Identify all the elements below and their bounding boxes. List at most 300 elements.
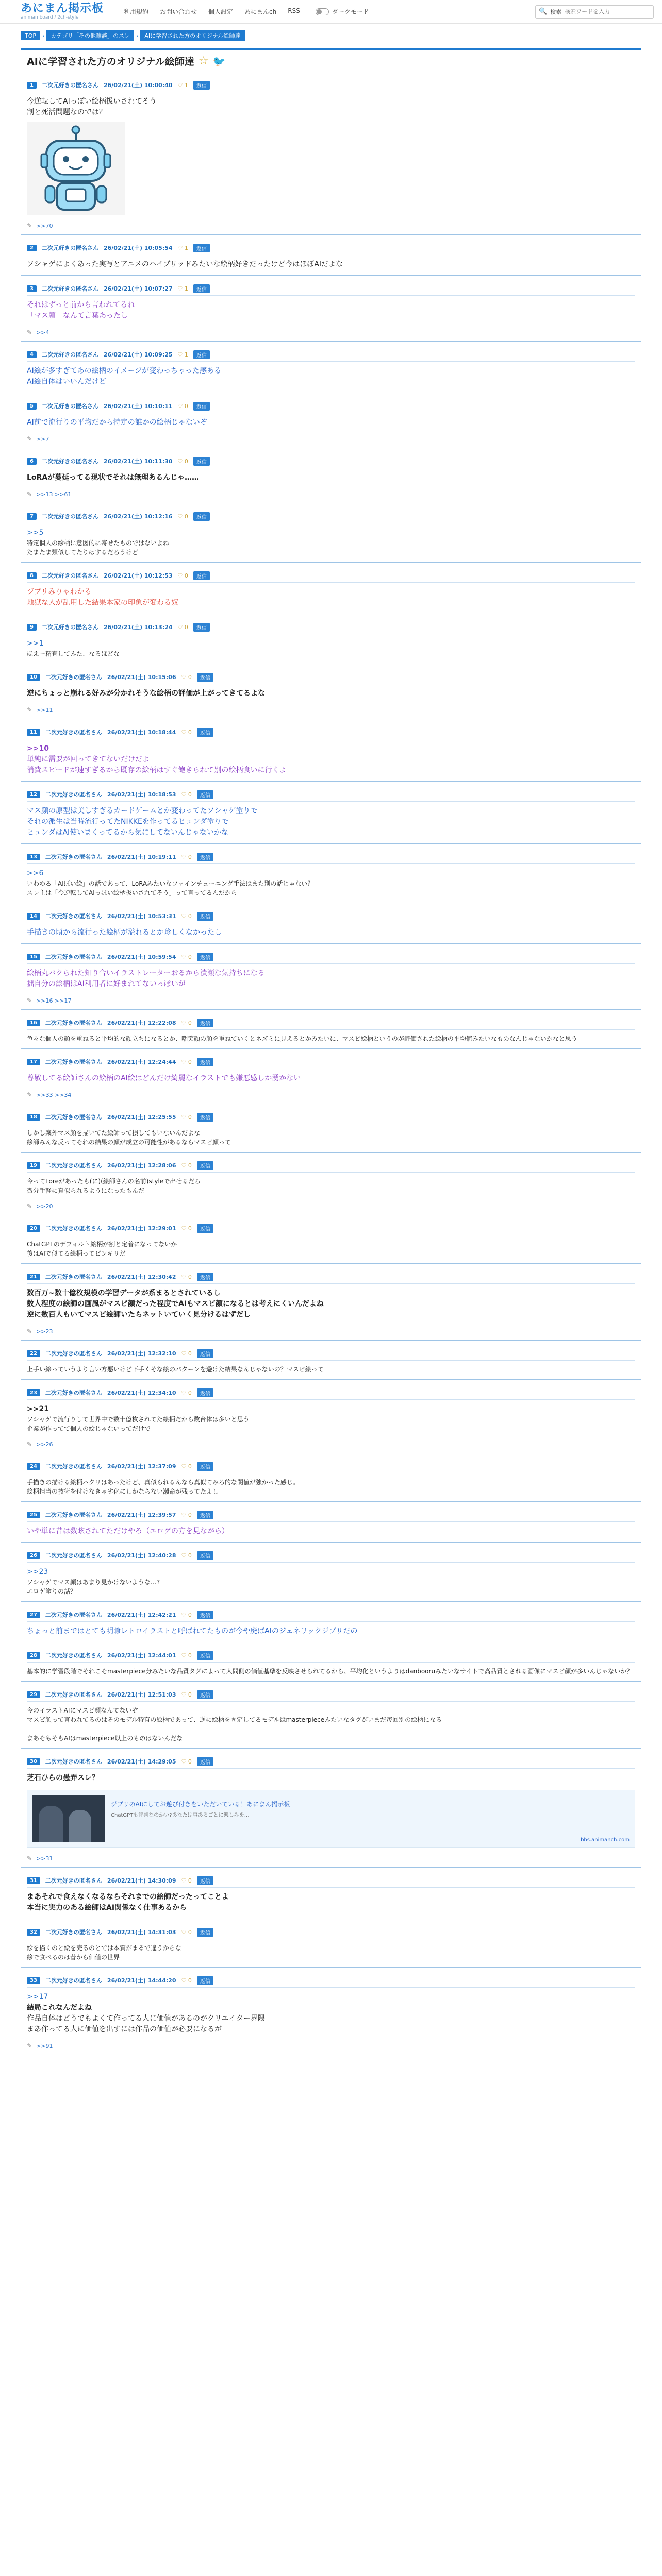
post-date: 26/02/21(土) 10:59:54 xyxy=(107,954,176,960)
like-counter[interactable]: ♡ 1 xyxy=(177,285,188,292)
post-header xyxy=(27,1926,635,1938)
reply-button[interactable]: 返信 xyxy=(197,1349,213,1358)
post-divider xyxy=(27,361,635,362)
reply-button[interactable]: 返信 xyxy=(197,1551,213,1560)
post-number[interactable]: 8 xyxy=(27,572,37,579)
post-divider xyxy=(27,1029,635,1030)
post-author: 二次元好きの匿名さん xyxy=(45,1877,102,1884)
like-counter[interactable]: ♡ 0 xyxy=(181,1058,192,1065)
reply-button[interactable]: 返信 xyxy=(197,1019,213,1027)
like-counter[interactable]: ♡ 0 xyxy=(181,1350,192,1357)
like-counter[interactable]: ♡ 0 xyxy=(181,1652,192,1659)
post-date: 26/02/21(土) 14:29:05 xyxy=(107,1758,176,1765)
reply-button[interactable]: 返信 xyxy=(197,1611,213,1619)
breadcrumb-thread[interactable]: AIに学習された方のオリジナル絵師達 xyxy=(140,30,244,41)
reply-count-icon: ✎ xyxy=(27,1091,32,1098)
post-number[interactable]: 2 xyxy=(27,245,37,251)
post-body xyxy=(27,968,635,990)
like-counter[interactable]: ♡ 1 xyxy=(177,244,188,251)
post-text-line: まあそもそもAIはmasterpiece以上のものはないんだな xyxy=(27,1735,183,1742)
post-author: 二次元好きの匿名さん xyxy=(41,403,98,410)
post-body xyxy=(27,528,635,557)
reply-count-icon: ✎ xyxy=(27,1440,32,1448)
post-number[interactable]: 12 xyxy=(27,791,40,798)
post-header xyxy=(27,1111,635,1123)
nav-animanch[interactable]: あにまんch xyxy=(244,8,277,15)
post xyxy=(21,1160,641,1215)
post-body xyxy=(27,1288,635,1320)
toggle-track[interactable] xyxy=(316,8,329,15)
post-footer xyxy=(27,222,635,229)
post-divider xyxy=(27,582,635,583)
post-date: 26/02/21(土) 12:25:55 xyxy=(107,1114,176,1121)
post-author: 二次元好きの匿名さん xyxy=(45,1389,102,1396)
reply-button[interactable]: 返信 xyxy=(197,1876,213,1885)
toggle-knob xyxy=(317,9,322,14)
post-text-line: 芝石ひらの愚弄スレ？ xyxy=(27,1774,99,1782)
post-number[interactable]: 30 xyxy=(27,1758,40,1765)
reply-button[interactable]: 返信 xyxy=(193,457,210,466)
post-number[interactable]: 17 xyxy=(27,1059,40,1065)
reply-button[interactable]: 返信 xyxy=(197,1058,213,1066)
like-counter[interactable]: ♡ 0 xyxy=(181,1691,192,1698)
post-text-line: ChatGPTのデフォルト絵柄が割と定着になってないか xyxy=(27,1241,177,1248)
breadcrumb-separator: › xyxy=(42,32,45,39)
breadcrumb-separator: › xyxy=(136,32,139,39)
post-body xyxy=(27,638,635,658)
post-text-line: 今ってLoreがあったも(に)(絵師さんの名前)styleで出せるだろ xyxy=(27,1178,201,1185)
dark-mode-label: ダークモード xyxy=(332,8,369,15)
post-text-line: 企業が作ってて個人の絵じゃないってだけで xyxy=(27,1425,151,1432)
post-date: 26/02/21(土) 12:40:28 xyxy=(107,1552,176,1559)
post-number[interactable]: 28 xyxy=(27,1652,40,1659)
reply-button[interactable]: 返信 xyxy=(197,1511,213,1519)
reply-anchor-link[interactable]: >>5 xyxy=(27,529,44,537)
post-author: 二次元好きの匿名さん xyxy=(45,1652,102,1659)
page-title: AIに学習された方のオリジナル絵師達 xyxy=(27,56,194,67)
reply-count-icon: ✎ xyxy=(27,1328,32,1335)
post xyxy=(21,79,641,235)
post-body xyxy=(27,259,635,270)
post-author: 二次元好きの匿名さん xyxy=(45,729,102,736)
like-counter[interactable]: ♡ 0 xyxy=(177,457,188,465)
post-header xyxy=(27,79,635,91)
post-text-line: 後はAIで似てる絵柄ってピンキリだ xyxy=(27,1250,126,1257)
post-header xyxy=(27,1756,635,1767)
post-body xyxy=(27,1478,635,1496)
post-date: 26/02/21(土) 12:34:10 xyxy=(107,1389,176,1396)
like-counter[interactable]: ♡ 0 xyxy=(181,1928,192,1936)
post-body xyxy=(27,743,635,776)
back-reference-links[interactable]: >>33 >>34 xyxy=(36,1091,72,1098)
reply-button[interactable]: 返信 xyxy=(197,1976,213,1985)
post-footer xyxy=(27,706,635,714)
reply-count-icon: ✎ xyxy=(27,222,32,229)
post-number[interactable]: 1 xyxy=(27,82,37,89)
reply-button[interactable]: 返信 xyxy=(197,1113,213,1122)
like-counter[interactable]: ♡ 0 xyxy=(181,1463,192,1470)
search-icon[interactable]: 🔍 xyxy=(539,8,548,15)
thread-title-bar xyxy=(21,48,641,72)
post xyxy=(21,349,641,393)
reply-button[interactable]: 返信 xyxy=(197,790,213,799)
post-number[interactable]: 32 xyxy=(27,1929,40,1936)
post-author: 二次元好きの匿名さん xyxy=(45,1225,102,1232)
post-body xyxy=(27,927,635,938)
post-number[interactable]: 25 xyxy=(27,1512,40,1518)
post-body xyxy=(27,1773,635,1784)
like-counter[interactable]: ♡ 0 xyxy=(181,728,192,736)
post-number[interactable]: 3 xyxy=(27,285,37,292)
reply-count-icon: ✎ xyxy=(27,1855,32,1862)
search-input[interactable] xyxy=(565,8,650,15)
post-author: 二次元好きの匿名さん xyxy=(45,1059,102,1065)
like-counter[interactable]: ♡ 0 xyxy=(181,1877,192,1884)
post-date: 26/02/21(土) 12:44:01 xyxy=(107,1652,176,1659)
like-counter[interactable]: ♡ 0 xyxy=(181,1273,192,1280)
post-text-line: マスビ顔って言われてるのはそのモデル特有の絵柄であって、逆に絵柄を固定してるモデルはmasterpieceみたいなタグがいまだ毎回別の絵柄になる xyxy=(27,1716,442,1723)
post-footer xyxy=(27,1202,635,1210)
post-text-line: 手描きの頃から流行った絵柄が溢れるとか珍しくなかったし xyxy=(27,928,222,937)
post-header xyxy=(27,511,635,522)
post xyxy=(21,1271,641,1341)
like-counter[interactable]: ♡ 0 xyxy=(181,912,192,920)
back-reference-links[interactable]: >>20 xyxy=(36,1202,53,1210)
post-body xyxy=(27,868,635,897)
post-author: 二次元好きの匿名さん xyxy=(41,624,98,631)
post-author: 二次元好きの匿名さん xyxy=(45,1162,102,1169)
nav-settings[interactable]: 個人設定 xyxy=(208,8,234,15)
post-text-line: ちょっと前まではとても明瞭レトロイラストと呼ばれてたものが今や廃ばAIのジェネリックジブリだの xyxy=(27,1627,358,1635)
link-preview-description: ChatGPTも評判なのかい?あなたは事あるごとに楽しみを… xyxy=(111,1812,250,1818)
post xyxy=(21,1756,641,1868)
search-button[interactable]: 検索 xyxy=(550,8,562,15)
reply-button[interactable]: 返信 xyxy=(197,953,213,961)
post-text-line: まあ作ってる人に価値を出すには作品の価値が必要になるが xyxy=(27,2025,222,2033)
post-date: 26/02/21(土) 14:31:03 xyxy=(107,1929,176,1936)
post-date: 26/02/21(土) 10:53:31 xyxy=(107,913,176,920)
post-number[interactable]: 24 xyxy=(27,1463,40,1470)
breadcrumb xyxy=(0,24,662,41)
post-footer xyxy=(27,1855,635,1862)
post-number[interactable]: 4 xyxy=(27,351,37,358)
post-header xyxy=(27,1056,635,1067)
post xyxy=(21,726,641,782)
post-number[interactable]: 14 xyxy=(27,913,40,920)
reply-anchor-link[interactable]: >>1 xyxy=(27,639,44,648)
post xyxy=(21,1223,641,1264)
reply-button[interactable]: 返信 xyxy=(197,1388,213,1397)
post xyxy=(21,1461,641,1502)
reply-button[interactable]: 返信 xyxy=(193,402,210,411)
post-header xyxy=(27,1609,635,1620)
nav-terms[interactable]: 利用規約 xyxy=(124,8,149,15)
post-number[interactable]: 20 xyxy=(27,1225,40,1232)
back-reference-links[interactable]: >>11 xyxy=(36,706,53,714)
reply-button[interactable]: 返信 xyxy=(197,728,213,737)
post-number[interactable]: 29 xyxy=(27,1691,40,1698)
link-preview-domain[interactable]: bbs.animanch.com xyxy=(581,1837,630,1843)
reply-button[interactable]: 返信 xyxy=(197,1161,213,1170)
post-number[interactable]: 26 xyxy=(27,1552,40,1559)
post-text-line: 地獄な人が乱用した結果本家の印象が変わる奴 xyxy=(27,599,178,607)
reply-button[interactable]: 返信 xyxy=(193,571,210,580)
breadcrumb-top[interactable]: TOP xyxy=(21,31,40,40)
post-divider xyxy=(27,1521,635,1522)
post-text-line: まあそれで食えなくなるならそれまでの絵師だったってことよ xyxy=(27,1893,229,1901)
back-reference-links[interactable]: >>4 xyxy=(36,329,49,336)
robot-icon[interactable] xyxy=(27,122,125,215)
like-counter[interactable]: ♡ 0 xyxy=(181,1019,192,1026)
reply-button[interactable]: 返信 xyxy=(193,81,210,90)
post-divider xyxy=(27,1399,635,1400)
post-number[interactable]: 16 xyxy=(27,1020,40,1026)
like-counter[interactable]: ♡ 0 xyxy=(181,673,192,681)
link-preview-text xyxy=(111,1795,630,1842)
post-number[interactable]: 31 xyxy=(27,1877,40,1884)
post-author: 二次元好きの匿名さん xyxy=(45,1463,102,1470)
post-text-line: 数人程度の絵師の画風がマスビ顔だった程度でAIもマスビ顔になるとは考えにくいんだよね xyxy=(27,1300,324,1308)
post-number[interactable]: 22 xyxy=(27,1350,40,1357)
post-divider xyxy=(27,863,635,864)
like-counter[interactable]: ♡ 0 xyxy=(181,853,192,860)
post-body xyxy=(27,300,635,321)
post-author: 二次元好きの匿名さん xyxy=(45,791,102,798)
post-header xyxy=(27,671,635,683)
reply-anchor-link[interactable]: >>23 xyxy=(27,1568,48,1576)
reply-button[interactable]: 返信 xyxy=(197,853,213,861)
nav-contact[interactable]: お問い合わせ xyxy=(160,8,197,15)
post-author: 二次元好きの匿名さん xyxy=(41,245,98,251)
reply-anchor-link[interactable]: >>6 xyxy=(27,869,44,877)
post-divider xyxy=(27,1887,635,1888)
back-reference-links[interactable]: >>13 >>61 xyxy=(36,490,72,498)
post-date: 26/02/21(土) 10:19:11 xyxy=(107,854,176,860)
post-text-line: AI絵が多すぎてあの絵柄のイメージが変わっちゃった感ある xyxy=(27,367,222,375)
reply-button[interactable]: 返信 xyxy=(193,512,210,521)
post-body xyxy=(27,587,635,608)
link-preview-card[interactable] xyxy=(27,1790,635,1848)
post-header xyxy=(27,951,635,962)
post-author: 二次元好きの匿名さん xyxy=(45,1020,102,1026)
post xyxy=(21,1111,641,1153)
reply-anchor-link[interactable]: >>17 xyxy=(27,1993,48,2001)
post-number[interactable]: 11 xyxy=(27,729,40,736)
post-body xyxy=(27,1943,635,1962)
reply-count-icon: ✎ xyxy=(27,329,32,336)
twitter-share-icon[interactable]: 🐦 xyxy=(212,55,226,67)
post-date: 26/02/21(土) 10:12:16 xyxy=(103,513,173,520)
post-body xyxy=(27,1034,635,1043)
reply-button[interactable]: 返信 xyxy=(197,1690,213,1699)
post-number[interactable]: 7 xyxy=(27,513,37,520)
reply-button[interactable]: 返信 xyxy=(197,1757,213,1766)
post xyxy=(21,1926,641,1968)
post-author: 二次元好きの匿名さん xyxy=(45,1274,102,1280)
reply-count-icon: ✎ xyxy=(27,2042,32,2049)
back-reference-links[interactable]: >>91 xyxy=(36,2042,53,2049)
back-reference-links[interactable]: >>7 xyxy=(36,435,49,443)
site-header xyxy=(0,0,662,24)
post xyxy=(21,1509,641,1543)
post-text-line: 単純に需要が回ってきてないだけだよ xyxy=(27,755,150,764)
like-counter[interactable]: ♡ 0 xyxy=(177,402,188,410)
post-header xyxy=(27,1223,635,1234)
post-text-line: いや単に昔は数眩されてただけやろ（エロゲの方を見ながら） xyxy=(27,1527,229,1535)
post-date: 26/02/21(土) 10:10:11 xyxy=(103,403,173,410)
post-body xyxy=(27,1365,635,1374)
post-date: 26/02/21(土) 10:18:44 xyxy=(107,729,176,736)
post-footer xyxy=(27,329,635,336)
reply-button[interactable]: 返信 xyxy=(193,244,210,252)
reply-count-icon: ✎ xyxy=(27,997,32,1004)
post-header xyxy=(27,283,635,294)
post-header xyxy=(27,1550,635,1561)
post-text-line: 上手い絵っていうより言い方悪いけど下手くそな絵のパターンを避けた結果なんじゃないの？マスビ絵って xyxy=(27,1366,324,1373)
reply-button[interactable]: 返信 xyxy=(193,350,210,359)
post-author: 二次元好きの匿名さん xyxy=(41,285,98,292)
like-counter[interactable]: ♡ 1 xyxy=(177,351,188,358)
like-counter[interactable]: ♡ 0 xyxy=(181,1758,192,1765)
like-counter[interactable]: ♡ 0 xyxy=(181,1611,192,1618)
post-text-line: それの派生は当時流行ってたNIKKEを作ってるヒュンダ塗りで xyxy=(27,818,229,826)
post-text-line: しかし案外マス顔を描いてた絵師って損してもいないんだよな xyxy=(27,1129,201,1137)
like-counter[interactable]: ♡ 0 xyxy=(181,791,192,798)
post xyxy=(21,570,641,614)
post-body xyxy=(27,1992,635,2035)
reply-button[interactable]: 返信 xyxy=(197,673,213,682)
post-date: 26/02/21(土) 10:12:53 xyxy=(103,572,173,579)
back-reference-links[interactable]: >>70 xyxy=(36,222,53,229)
link-preview-thumbnail[interactable] xyxy=(32,1795,105,1842)
post-number[interactable]: 13 xyxy=(27,854,40,860)
post-number[interactable]: 10 xyxy=(27,674,40,681)
post xyxy=(21,1609,641,1642)
reply-button[interactable]: 返信 xyxy=(197,1928,213,1937)
like-counter[interactable]: ♡ 0 xyxy=(181,1511,192,1518)
reply-button[interactable]: 返信 xyxy=(197,912,213,921)
like-counter[interactable]: ♡ 0 xyxy=(181,1113,192,1121)
post-footer xyxy=(27,1328,635,1335)
post-number[interactable]: 15 xyxy=(27,954,40,960)
post-header xyxy=(27,570,635,581)
link-preview-title[interactable]: ジブリのAIにしてお遊び付きをいただいている！あにまん掲示板 xyxy=(111,1801,290,1808)
like-counter[interactable]: ♡ 0 xyxy=(177,513,188,520)
post-number[interactable]: 33 xyxy=(27,1977,40,1984)
post-date: 26/02/21(土) 14:44:20 xyxy=(107,1977,176,1984)
post-text-line: 本当に実力のある絵師はAI関係なく仕事あるから xyxy=(27,1904,187,1912)
post-header xyxy=(27,1017,635,1028)
reply-button[interactable]: 返信 xyxy=(193,623,210,632)
post-date: 26/02/21(土) 12:51:03 xyxy=(107,1691,176,1698)
like-counter[interactable]: ♡ 0 xyxy=(181,1162,192,1169)
post-text-line: それはずっと前から言われてるね xyxy=(27,301,135,309)
post-date: 26/02/21(土) 12:22:08 xyxy=(107,1020,176,1026)
like-counter[interactable]: ♡ 0 xyxy=(177,623,188,631)
post-number[interactable]: 27 xyxy=(27,1612,40,1618)
back-reference-links[interactable]: >>16 >>17 xyxy=(36,997,72,1004)
post-body xyxy=(27,417,635,428)
post-author: 二次元好きの匿名さん xyxy=(45,1612,102,1618)
post xyxy=(21,1348,641,1380)
post-number[interactable]: 9 xyxy=(27,624,37,631)
star-icon[interactable]: ☆ xyxy=(198,55,209,67)
post-body xyxy=(27,1526,635,1537)
post-date: 26/02/21(土) 10:09:25 xyxy=(103,351,173,358)
post-divider xyxy=(27,1360,635,1361)
back-reference-links[interactable]: >>26 xyxy=(36,1440,53,1448)
like-counter[interactable]: ♡ 0 xyxy=(181,1225,192,1232)
post-date: 26/02/21(土) 10:11:30 xyxy=(103,458,173,465)
post-text-line: >>10 xyxy=(27,744,49,753)
post-author: 二次元好きの匿名さん xyxy=(41,458,98,465)
dark-mode-toggle[interactable] xyxy=(316,7,369,16)
like-counter[interactable]: ♡ 0 xyxy=(177,572,188,579)
back-reference-links[interactable]: >>31 xyxy=(36,1855,53,1862)
post xyxy=(21,621,641,664)
post-header xyxy=(27,455,635,467)
post-date: 26/02/21(土) 10:00:40 xyxy=(103,82,173,89)
post-text-line: いわゆる「AIぽい絵」の話であって、LoRAみたいなファインチューニング手法はまた別の話じゃない？ xyxy=(27,880,314,887)
post-divider xyxy=(27,1621,635,1622)
reply-button[interactable]: 返信 xyxy=(197,1224,213,1233)
post-date: 26/02/21(土) 10:13:24 xyxy=(103,624,173,631)
post-header xyxy=(27,1387,635,1398)
back-reference-links[interactable]: >>23 xyxy=(36,1328,53,1335)
site-logo[interactable] xyxy=(21,3,108,21)
post-number[interactable]: 6 xyxy=(27,458,37,465)
post-number[interactable]: 5 xyxy=(27,403,37,410)
post xyxy=(21,1650,641,1682)
like-counter[interactable]: ♡ 0 xyxy=(181,1389,192,1396)
post-number[interactable]: 23 xyxy=(27,1389,40,1396)
post-body xyxy=(27,366,635,387)
post-text-line: 数百万~数十億枚規模の学習データが系まるとされているし xyxy=(27,1289,221,1297)
site-subtitle: animan board / 2ch-style xyxy=(21,15,79,20)
post-date: 26/02/21(土) 12:28:06 xyxy=(107,1162,176,1169)
post-number[interactable]: 21 xyxy=(27,1274,40,1280)
post-text-line: 逆にちょっと崩れる好みが分かれそうな絵柄の評価が上がってきてるよな xyxy=(27,689,265,698)
reply-button[interactable]: 返信 xyxy=(197,1462,213,1471)
nav-rss[interactable]: RSS xyxy=(288,7,300,14)
reply-button[interactable]: 返信 xyxy=(197,1651,213,1660)
post-text-line: 基本的に学習段階でそれこそmasterpiece分みたいな品質タグによって人間側の価値基準を反映させられてるから、平均化というよりはdanbooruみたいなサイトで高品質とされる画像にマスビ顔が多いんじゃないか？ xyxy=(27,1668,633,1675)
post-date: 26/02/21(土) 12:24:44 xyxy=(107,1059,176,1065)
post-number[interactable]: 19 xyxy=(27,1162,40,1169)
post-text-line: 今のイラストAIにマスビ顔なんてないぞ xyxy=(27,1707,138,1714)
post-footer xyxy=(27,490,635,498)
post-text-line: 今逆転してAIっぽい絵柄扱いされてそう xyxy=(27,97,157,106)
post-number[interactable]: 18 xyxy=(27,1114,40,1121)
post-body xyxy=(27,1892,635,1913)
post-date: 26/02/21(土) 12:37:09 xyxy=(107,1463,176,1470)
post-author: 二次元好きの匿名さん xyxy=(45,854,102,860)
like-counter[interactable]: ♡ 1 xyxy=(177,81,188,89)
post-text-line: 絵師みんな反ってそれの結果の顔が成立の可能性があるならマスビ顔って xyxy=(27,1139,231,1146)
like-counter[interactable]: ♡ 0 xyxy=(181,953,192,960)
like-counter[interactable]: ♡ 0 xyxy=(181,1552,192,1559)
post-author: 二次元好きの匿名さん xyxy=(41,513,98,520)
breadcrumb-category[interactable]: カテゴリ「その他雑談」のスレ xyxy=(46,30,134,41)
post-divider xyxy=(27,801,635,802)
post-date: 26/02/21(土) 10:05:54 xyxy=(103,245,173,251)
site-name[interactable]: あにまん掲示板 xyxy=(21,2,104,15)
like-counter[interactable]: ♡ 0 xyxy=(181,1977,192,1984)
post-author: 二次元好きの匿名さん xyxy=(41,351,98,358)
post-text-line: 結局これなんだよね xyxy=(27,2004,92,2012)
reply-button[interactable]: 返信 xyxy=(197,1273,213,1281)
reply-button[interactable]: 返信 xyxy=(193,284,210,293)
